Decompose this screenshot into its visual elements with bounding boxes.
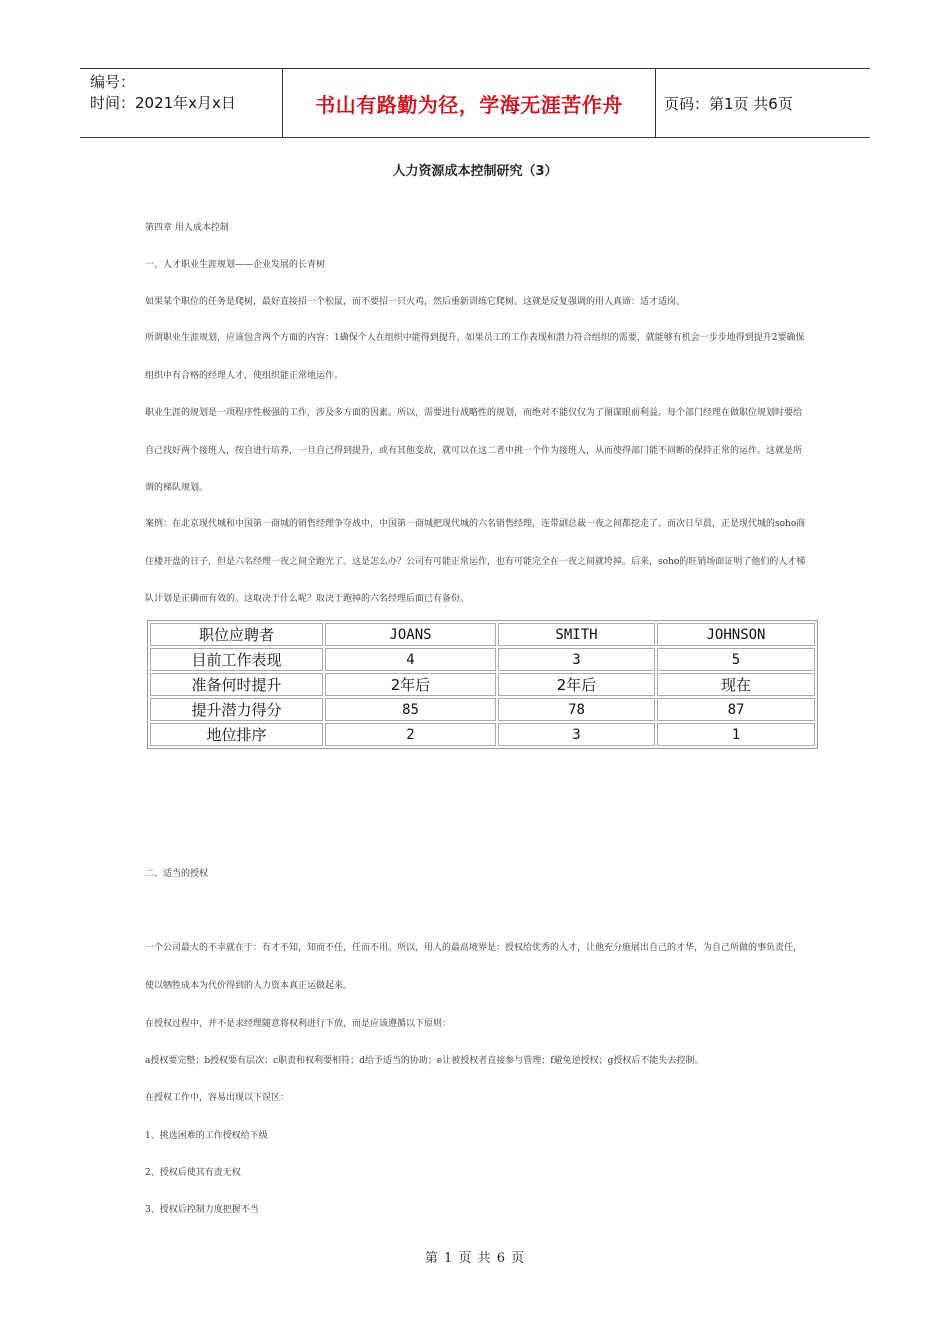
list-item: 2、授权后使其有责无权 [145,1168,241,1178]
table-header-cell: JOANS [325,623,496,646]
paragraph-8: 在授权工作中，容易出现以下误区： [145,1093,290,1103]
chapter-heading: 第四章 用人成本控制 [145,223,229,233]
page-footer: 第 1 页 共 6 页 [424,1251,526,1266]
table-cell: 2年后 [325,673,496,696]
header-motto-cell [282,69,656,137]
paragraph-2: 所谓职业生涯规划，应该包含两个方面的内容：1确保个人在组织中能得到提升，如果员工的工作表现和潜力符合组织的需要，就能够有机会一步步地得到提升2要确保组织中有合格的经理人才，使组织能正常地运作。 [145,333,805,381]
table-cell: 地位排序 [150,723,323,746]
date-label: 时间：2021年x月x日 [90,94,236,112]
page-info: 页码：第1页 共6页 [664,94,793,113]
paragraph-5: 一个公司最大的不幸就在于：有才不知，知而不任，任而不用。所以，用人的最高境界是：授权给优秀的人才，让他充分施展出自己的才华，为自己所做的事负责任，使以牺牲成本为代价得到的人力资本真正运做起来。 [145,943,803,991]
paragraph-6: 在授权过程中，并不是求经理随意将权利进行下放，而是应该遵循以下原则： [145,1019,452,1029]
document-title: 人力资源成本控制研究（3） [392,164,558,179]
page-header [80,68,870,138]
header-meta [90,72,280,114]
list-item: 1、挑选困难的工作授权给下级 [145,1131,268,1141]
paragraph-4: 案例：在北京现代城和中国第一商城的销售经理争夺战中，中国第一商城把现代城的六名销售经理，连带副总裁一夜之间都挖走了。而次日早晨，正是现代城的soho商住楼开盘的日子，但是六名经理一夜之间全跑光了。这是怎么办？公司有可能正常运作，也有可能完全在一夜之间就垮掉。后来，soho的旺销场面证明了他们的人才梯队计划是正确而有效的。这取决于什么呢？取决于跑掉的六名经理后面已有备份。 [145,519,806,604]
table-row [150,673,815,696]
table-cell: 提升潜力得分 [150,698,323,721]
table-header-row [150,623,815,646]
section-heading-1: 一、人才职业生涯规划——企业发展的长青树 [145,260,326,270]
paragraph-3: 职业生涯的规划是一项程序性极强的工作，涉及多方面的因素。所以，需要进行战略性的规划，而绝对不能仅仅为了图谋眼前利益。每个部门经理在做职位规划时要给自己找好两个接班人，按自进行培养，一旦自己得到提升，或有其他变故，就可以在这二者中挑一个作为接班人，从而使得部门能不间断的保持正常的运作。这就是所谓的梯队规划。 [145,408,803,493]
table-cell: 87 [657,698,815,721]
paragraph-1: 如果某个职位的任务是爬树，最好直接招一个松鼠，而不要招一只火鸡，然后重新训练它爬树。这就是反复强调的用人真谛：适才适岗。 [145,297,686,307]
table-cell: 5 [657,648,815,671]
table-row [150,648,815,671]
table-cell: 85 [325,698,496,721]
table-cell: 1 [657,723,815,746]
table-cell: 3 [498,648,655,671]
table-cell: 3 [498,723,655,746]
table-cell: 2年后 [498,673,655,696]
table-row [150,698,815,721]
table-cell: 目前工作表现 [150,648,323,671]
table-cell: 准备何时提升 [150,673,323,696]
table-header-cell: JOHNSON [657,623,815,646]
motto: 书山有路勤为径，学海无涯苦作舟 [315,92,623,117]
section-heading-2: 二、适当的授权 [145,869,209,879]
number-label: 编号： [90,73,136,91]
table-row [150,723,815,746]
table-cell: 2 [325,723,496,746]
table-header-cell: SMITH [498,623,655,646]
list-item: 3、授权后控制力度把握不当 [145,1205,259,1215]
paragraph-7: a授权要完整；b授权要有层次；c职责和权利要相符；d给予适当的协助；e让被授权者直接参与管理；f避免逆授权；g授权后不能失去控制。 [145,1056,704,1066]
table-cell: 78 [498,698,655,721]
table-header-cell: 职位应聘者 [150,623,323,646]
table-cell: 现在 [657,673,815,696]
table-cell: 4 [325,648,496,671]
candidates-table [147,620,818,749]
